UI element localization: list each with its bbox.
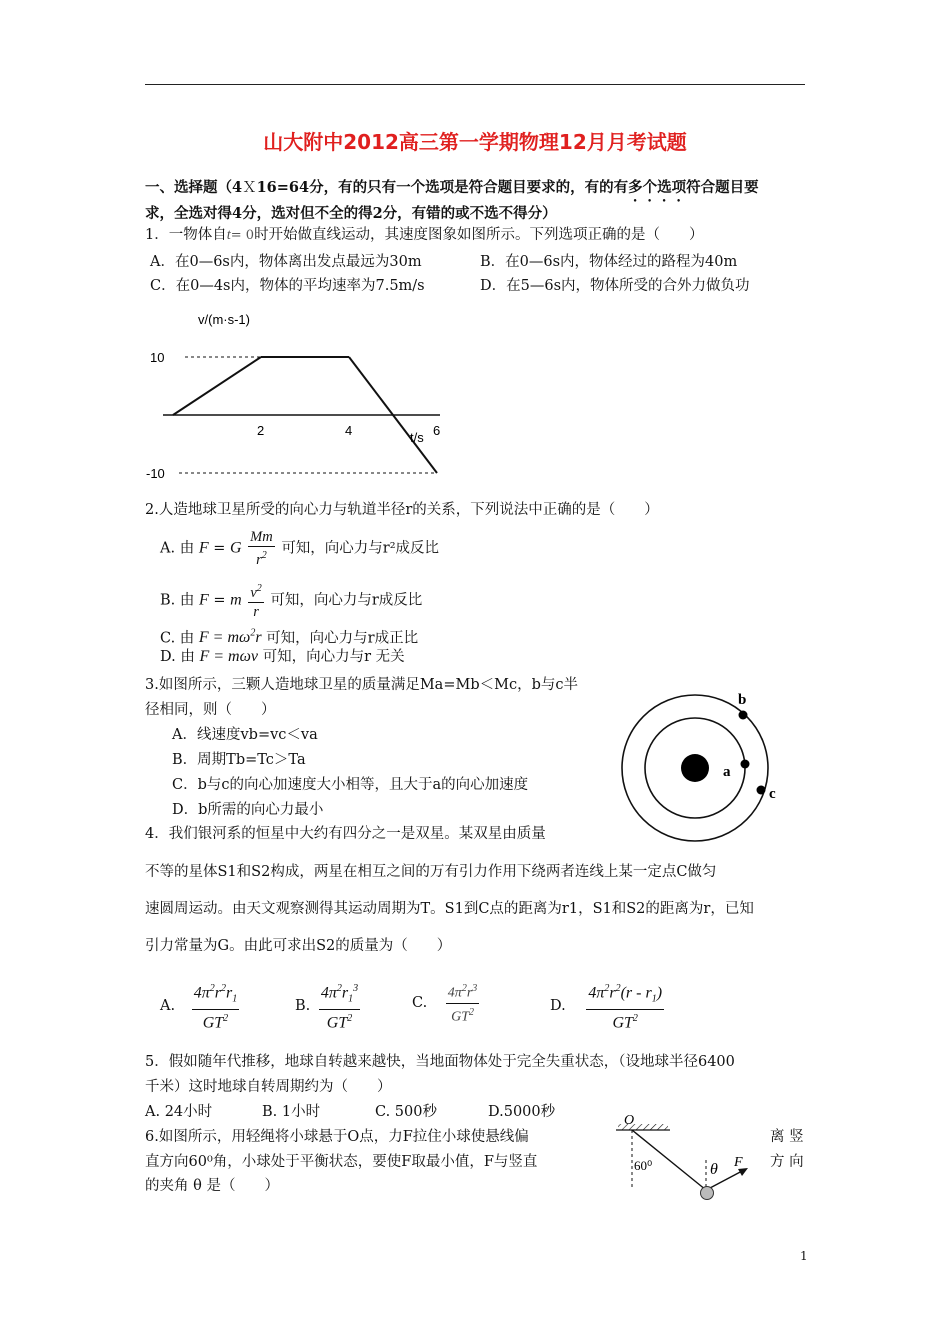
q4-line4: 引力常量为G。由此可求出S2的质量为（ ）: [145, 938, 452, 954]
q3-stem-line1: 3.如图所示，三颗人造地球卫星的质量满足Ma=Mb＜Mc，b与c半: [145, 677, 578, 693]
x-tick-6: 6: [433, 423, 440, 438]
q3-option-a: A．线速度vb=vc＜va: [172, 727, 318, 743]
q5-line1: 5．假如随年代推移，地球自转越来越快，当地面物体处于完全失重状态，（设地球半径6400: [145, 1054, 735, 1070]
header-rule: [145, 84, 805, 85]
label-a: a: [723, 764, 731, 780]
q3-option-c: C．b与c的向心加速度大小相等，且大于a的向心加速度: [172, 777, 529, 793]
q2-stem: 2.人造地球卫星所受的向心力与轨道半径r的关系，下列说法中正确的是（ ）: [145, 502, 659, 518]
q5-line2: 千米）这时地球自转周期约为（ ）: [145, 1079, 392, 1095]
q3-option-d: D．b所需的向心力最小: [172, 802, 324, 818]
y-tick--10: -10: [146, 466, 165, 481]
label-f: F: [734, 1155, 743, 1170]
velocity-segment-1: [173, 357, 261, 415]
satellite-a: [741, 760, 750, 769]
q3-option-b: B．周期Tb=Tc＞Ta: [172, 752, 306, 768]
q4-option-b: B. $\frac{4\pi^2r_1^3}{GT^2}$: [295, 980, 362, 1032]
y-axis-label: v/(m·s-1): [198, 312, 250, 327]
q4-option-c: C. $\frac{4\pi^2r^3}{GT^2}$: [412, 980, 481, 1026]
q4-option-d: D. $\frac{4\pi^2r^2(r - r_1)}{GT^2}$: [550, 980, 666, 1032]
chart-axes: [163, 357, 440, 473]
q5-option-c: C. 500秒: [375, 1104, 437, 1120]
q1-option-c: C．在0—4s内，物体的平均速率为7.5m/s: [150, 278, 425, 294]
label-theta: θ: [710, 1161, 718, 1178]
q4-line2: 不等的星体S1和S2构成，两星在相互之间的万有引力作用下绕两者连线上某一定点C做匀: [145, 864, 717, 880]
q5-option-a: A. 24小时: [145, 1104, 213, 1120]
earth: [681, 754, 709, 782]
q6-line2: 直方向60⁰角，小球处于平衡状态，要使F取最小值，F与竖直: [145, 1154, 538, 1170]
ball: [701, 1187, 714, 1200]
q1-option-d: D．在5—6s内，物体所受的合外力做负功: [480, 278, 750, 294]
q2-option-a: A. 由 F = G $\frac{Mm}{r^2}$ 可知，向心力与r²成反比: [160, 529, 440, 568]
label-b: b: [738, 692, 747, 708]
q1-option-b: B．在0—6s内，物体经过的路程为40m: [480, 254, 738, 270]
label-c: c: [769, 786, 776, 802]
q4-option-a: A. $\frac{4\pi^2r^2r_1}{GT^2}$: [160, 980, 241, 1032]
x-tick-2: 2: [257, 423, 265, 438]
q4-line3: 速圆周运动。由天文观察测得其运动周期为T。S1到C点的距离为r1，S1和S2的距离为r，已知: [145, 901, 754, 917]
y-tick-10: 10: [150, 350, 165, 365]
satellite-b: [739, 711, 748, 720]
section-header-line2: 求，全选对得4分，选对但不全的得2分，有错的或不选不得分）: [145, 205, 557, 222]
q5-option-d: D.5000秒: [488, 1104, 556, 1120]
page-number: 1: [800, 1249, 808, 1263]
q6-line1: 6.如图所示，用轻绳将小球悬于O点，力F拉住小球使悬线偏: [145, 1129, 529, 1145]
pendulum-force-diagram: [608, 1108, 768, 1208]
q2-option-c: C. 由 $F = m\omega^2r$ 可知，向心力与r成正比: [160, 628, 419, 647]
satellite-c: [757, 786, 766, 795]
label-o: O: [624, 1113, 635, 1128]
q1-stem: 1．一物体自t= 0时开始做直线运动，其速度图象如图所示。下列选项正确的是（ ）: [145, 227, 704, 243]
label-angle: 60⁰: [634, 1158, 653, 1173]
q6-line3: 的夹角 θ 是（ ）: [145, 1178, 279, 1194]
satellite-orbit-diagram: [615, 680, 795, 845]
q4-line1: 4．我们银河系的恒星中大约有四分之一是双星。某双星由质量: [145, 826, 546, 842]
q3-stem-line2: 径相同，则（ ）: [145, 702, 276, 718]
q1-option-a: A．在0—6s内，物体离出发点最远为30m: [150, 254, 422, 270]
q6-line2-right: 方 向: [770, 1154, 804, 1170]
chart-labels: [146, 312, 440, 481]
velocity-time-chart: [140, 300, 440, 485]
q5-option-b: B. 1小时: [262, 1104, 321, 1120]
x-axis-label: t/s: [410, 430, 424, 445]
x-tick-4: 4: [345, 423, 353, 438]
q2-option-d: D. 由 F = mωv 可知，向心力与r 无关: [160, 648, 405, 665]
section-header-line1: 一、选择题（4Ｘ16=64分，有的只有一个选项是符合题目要求的，有的有多个选项符合题目要: [145, 179, 759, 196]
page-title: 山大附中2012高三第一学期物理12月月考试题: [263, 130, 687, 154]
q6-line1-right: 离 竖: [770, 1129, 804, 1145]
q2-option-b: B. 由 F = m $\frac{v^2}{r}$ 可知，向心力与r成反比: [160, 580, 422, 621]
